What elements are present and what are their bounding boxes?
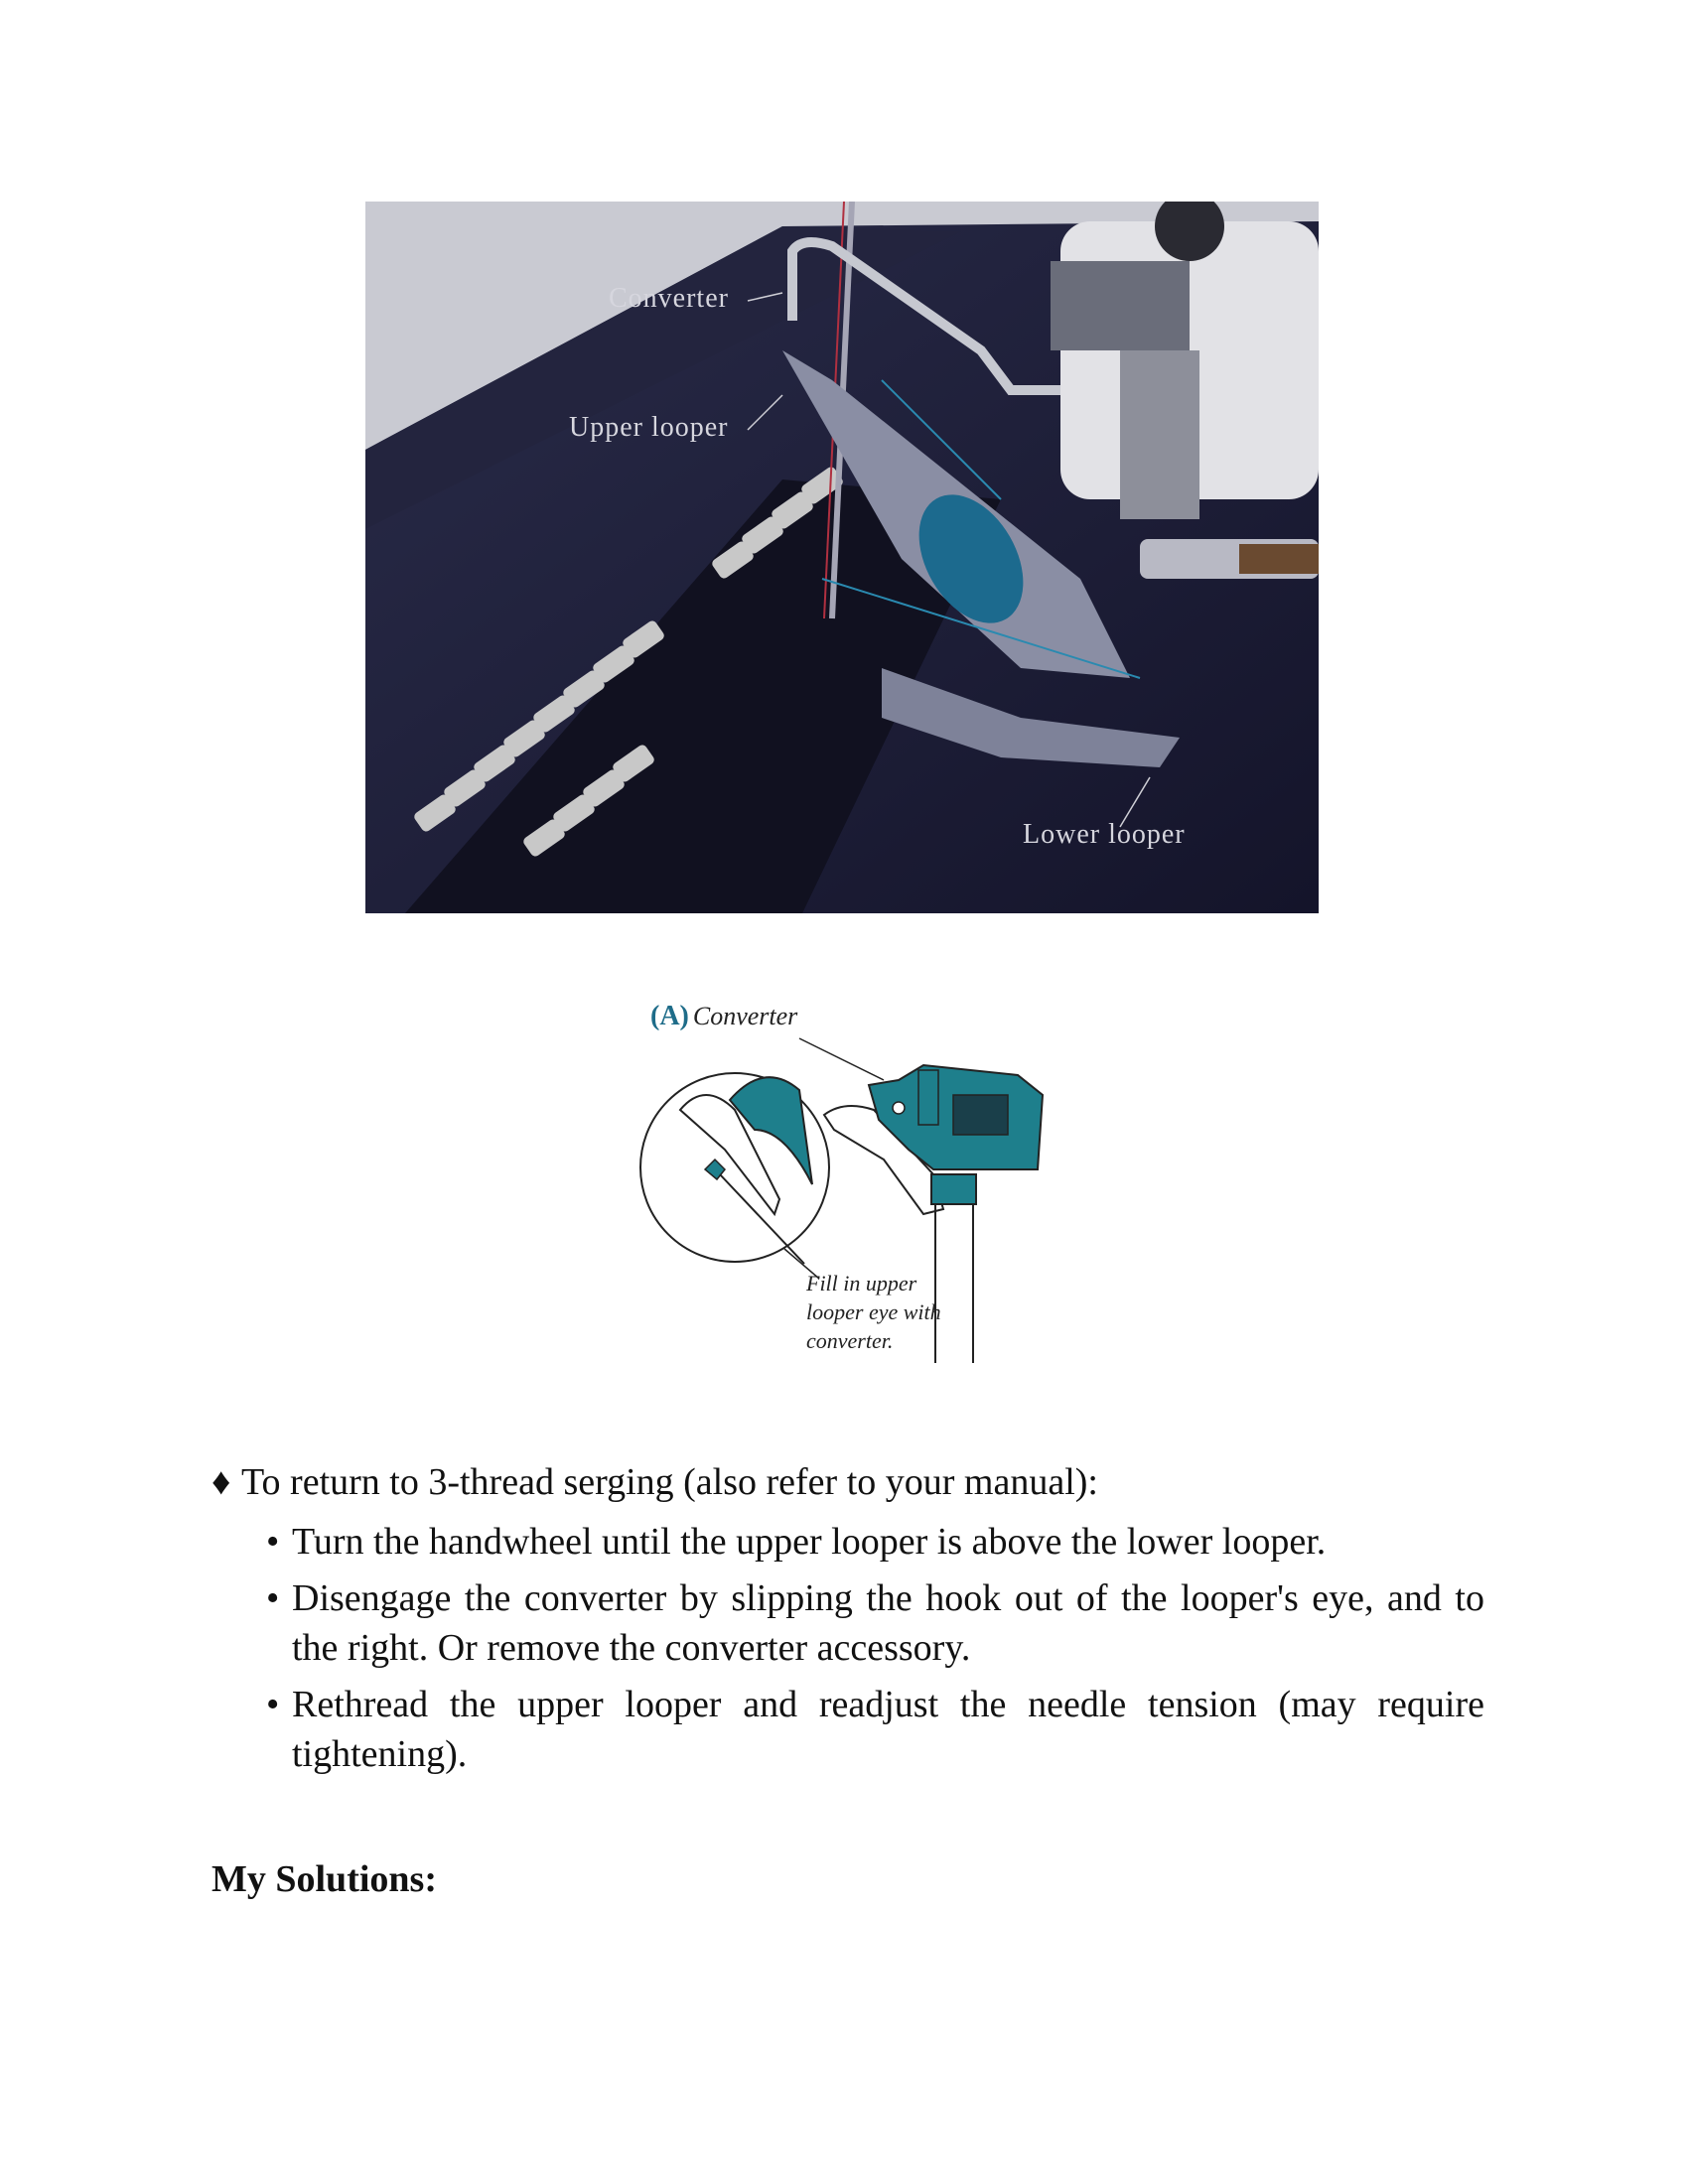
solutions-heading: My Solutions: bbox=[211, 1858, 437, 1900]
converter-label: Converter bbox=[609, 283, 729, 314]
instructions-lead bbox=[211, 1457, 1502, 1507]
diagram-caption-line: looper eye with bbox=[806, 1299, 941, 1324]
diagram-letter: (A) bbox=[650, 1001, 689, 1031]
instruction-step bbox=[266, 1517, 1484, 1567]
upper-looper-label: Upper looper bbox=[569, 412, 729, 443]
instruction-step bbox=[266, 1680, 1484, 1779]
diagram-caption-line: converter. bbox=[806, 1328, 894, 1353]
instruction-steps bbox=[211, 1517, 1484, 1779]
diagram-caption-line: Fill in upper bbox=[806, 1271, 917, 1296]
instructions bbox=[211, 1457, 1502, 1786]
lower-looper-label: Lower looper bbox=[1023, 819, 1186, 850]
bullet-icon: • bbox=[266, 1577, 280, 1619]
instruction-step-text: Rethread the upper looper and readjust the needle tension (may require tightening). bbox=[292, 1684, 1484, 1775]
diagram-title: Converter bbox=[692, 1002, 798, 1030]
instruction-step-text: Turn the handwheel until the upper looper is above the lower looper. bbox=[292, 1521, 1327, 1563]
bullet-icon: • bbox=[266, 1684, 280, 1725]
serger-photo-illustration bbox=[365, 202, 1319, 913]
serger-photo bbox=[365, 202, 1319, 913]
instructions-lead-text: To return to 3-thread serging (also refer to your manual): bbox=[241, 1461, 1098, 1503]
diagram-caption bbox=[806, 1269, 941, 1355]
instruction-step bbox=[266, 1573, 1484, 1673]
instruction-step-text: Disengage the converter by slipping the hook out of the looper's eye, and to the right. Or remove the converter accessory. bbox=[292, 1577, 1484, 1669]
converter-diagram bbox=[635, 1001, 1053, 1368]
bullet-icon: • bbox=[266, 1521, 280, 1563]
diamond-bullet-icon: ♦ bbox=[211, 1461, 231, 1503]
